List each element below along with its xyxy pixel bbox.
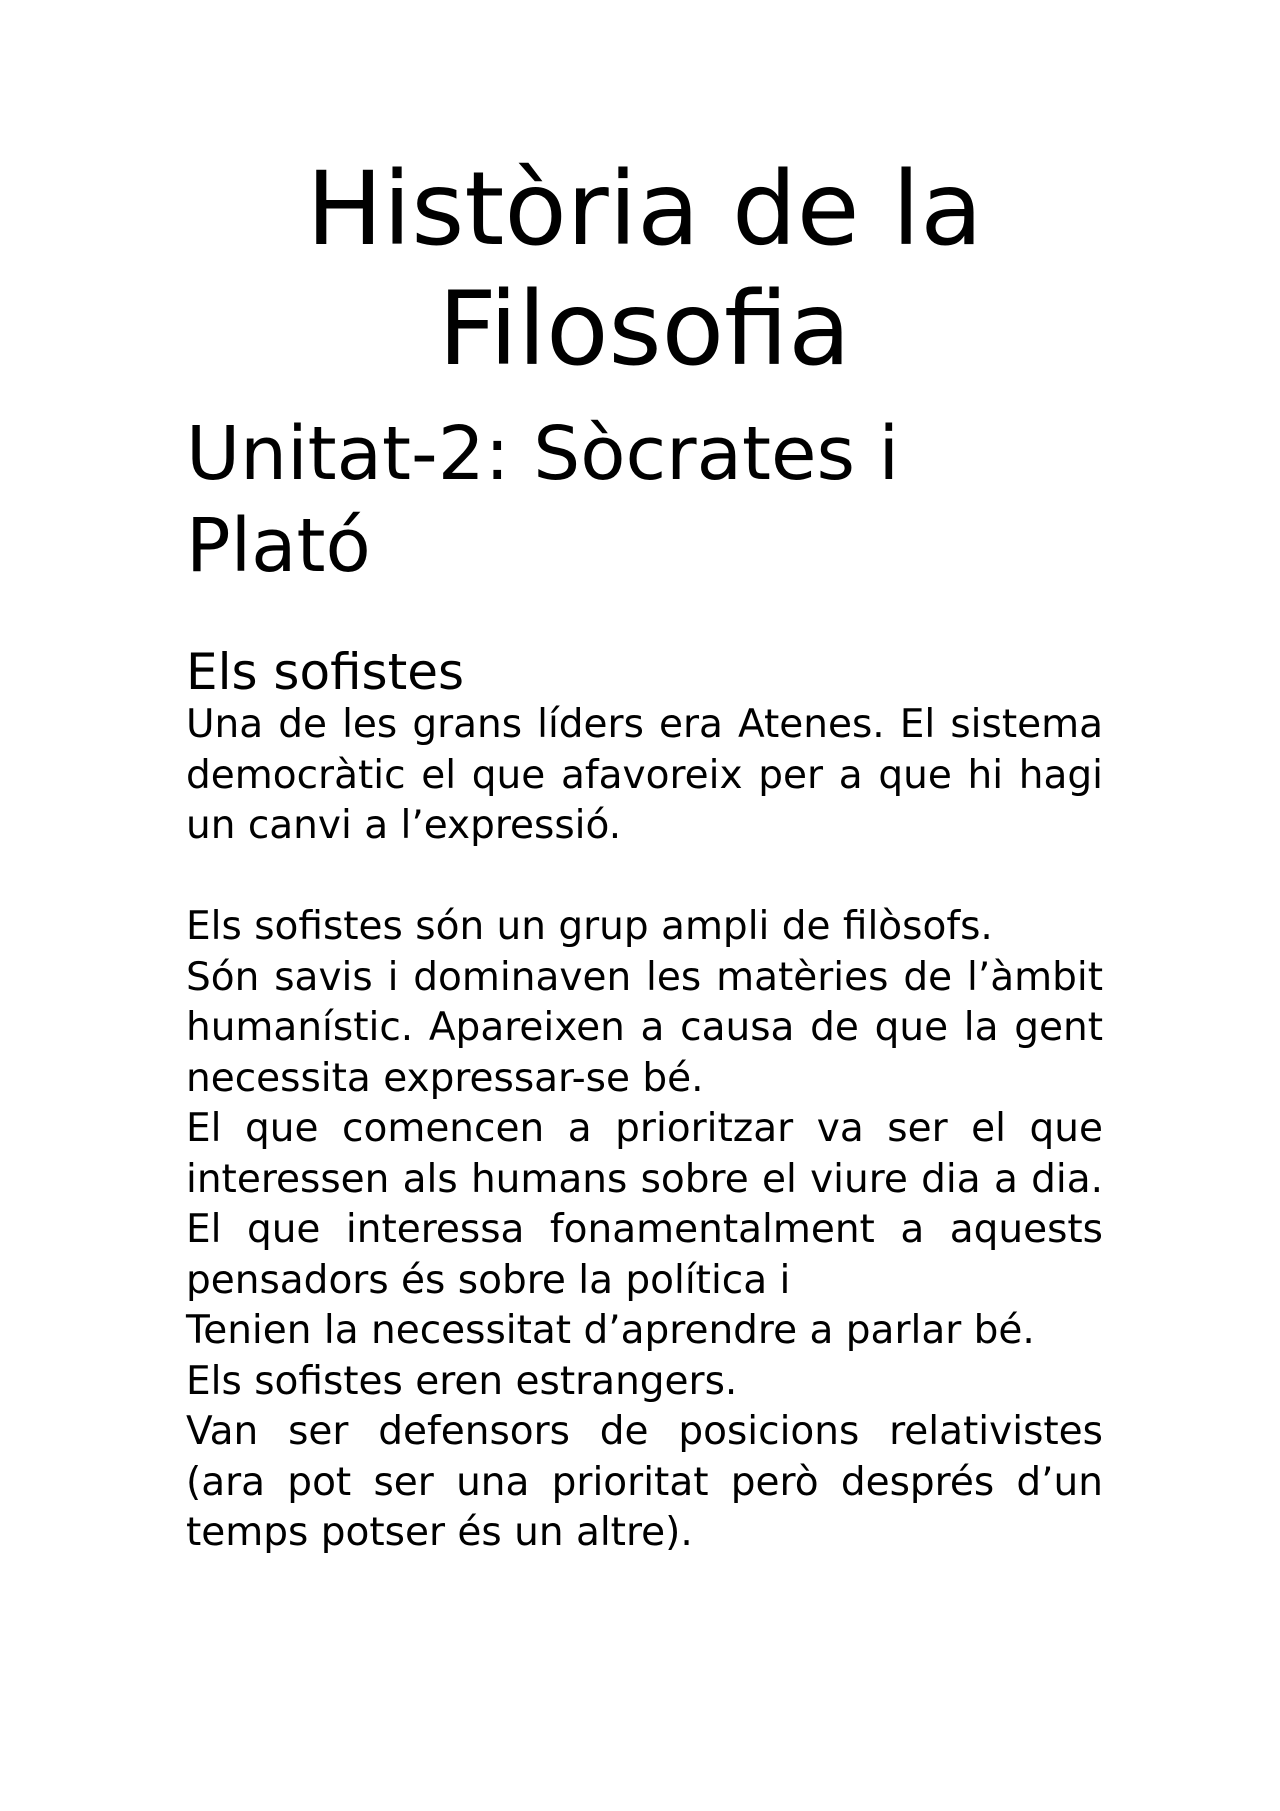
paragraph: Els sofistes són un grup ampli de filòsofs.	[186, 904, 993, 949]
unit-title: Unitat-2: Sòcrates i Plató	[186, 411, 900, 589]
document-title: Història de la Filosofia	[306, 150, 983, 389]
paragraph: Són savis i dominaven les matèries de l’àmbit humanístic. Apareixen a causa de que la gent necessita expressar-se bé.	[186, 954, 1103, 1101]
paragraph: Els sofistes eren estrangers.	[186, 1358, 738, 1404]
paragraph: Van ser defensors de posicions relativistes (ara pot ser una prioritat però després d’un temps potser és un altre).	[186, 1409, 1103, 1555]
document-page	[186, 150, 1103, 1559]
paragraph: Una de les grans líders era Atenes. El sistema democràtic el que afavoreix per a que hi hagi un canvi a l’expressió.	[186, 702, 1103, 848]
paragraph-spacer	[186, 852, 1103, 903]
paragraph: Tenien la necessitat d’aprendre a parlar bé.	[186, 1308, 1035, 1353]
paragraph: El que comencen a prioritzar va ser el que interessen als humans sobre el viure dia a dia. El que interessa fonamentalment a aquests pensadors és sobre la política i	[186, 1106, 1103, 1303]
section-title: Els sofistes	[186, 643, 465, 701]
